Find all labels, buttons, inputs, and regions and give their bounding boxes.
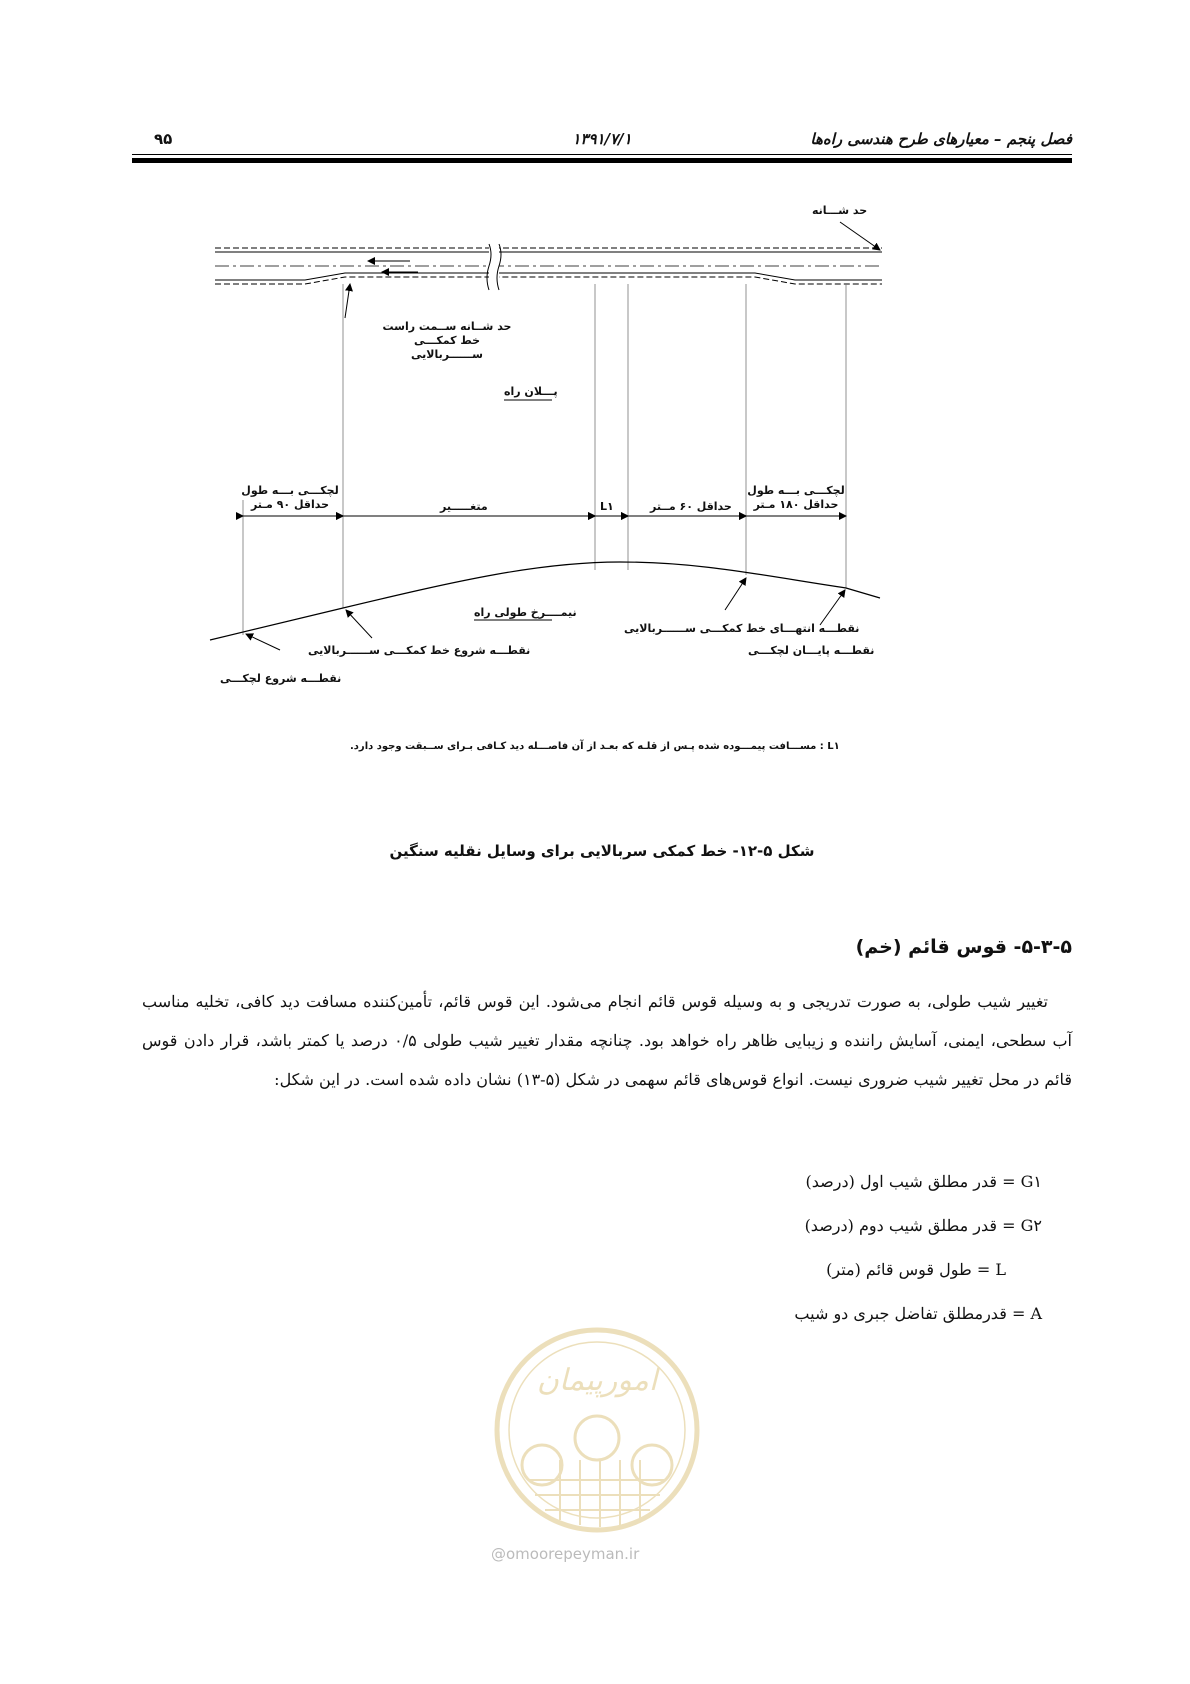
section-heading: ۵-۳-۵- قوس قائم (خم) <box>855 936 1072 958</box>
label-shoulder-edge: حد شـــانه <box>812 204 868 217</box>
definition-item: G۱ = قدر مطلق شیب اول (درصد) <box>805 1172 1042 1191</box>
label-lane-start: نقطـــه شروع خط کمکـــی ســــــربالایی <box>308 644 531 657</box>
label-plan: پـــلان راه <box>504 385 558 398</box>
extension-lines <box>243 284 846 635</box>
label-taper-start: نقطـــه شروع لچکـــی <box>220 672 342 685</box>
label-l1: L۱ <box>600 500 614 513</box>
label-variable: متغـــــیر <box>440 500 488 513</box>
road-plan-lines <box>215 244 882 290</box>
definition-item: A = قدرمطلق تفاضل جبری دو شیب <box>794 1304 1042 1323</box>
page-header <box>132 128 1072 168</box>
chapter-title: فصل پنجم – معیارهای طرح هندسی راه‌ها <box>810 130 1072 148</box>
watermark-logo-text: امورپیمان <box>536 1363 658 1398</box>
label-min-60: حداقل ۶۰ مــتر <box>650 500 732 513</box>
page-number: ۹۵ <box>154 130 173 148</box>
watermark-site: @omoorepeyman.ir <box>491 1545 640 1563</box>
body-paragraph <box>142 982 1072 1099</box>
label-taper-180: لچکـــی بـــه طول حداقل ۱۸۰ مـتر <box>747 484 845 511</box>
shoulder-pointer <box>840 222 880 250</box>
label-taper-end: نقطـــه پایـــان لچکـــی <box>748 644 875 657</box>
right-shoulder-pointer <box>345 284 350 318</box>
label-profile: نیمــــرخ طولی راه <box>474 606 577 619</box>
figure-footnote: L۱ : مســـافت پیمـــوده شده پـس از قلـه که بعـد از آن فاصـــله دید کـافی بـرای ســبقت وجود دارد. <box>350 741 840 752</box>
figure-caption: شکل ۵-۱۲- خط کمکی سربالایی برای وسایل نقلیه سنگین <box>389 842 815 860</box>
watermark-logo <box>490 1320 705 1540</box>
label-taper-90: لچکـــی بـــه طول حداقل ۹۰ مـتر <box>241 484 339 511</box>
label-right-shoulder: حد شــانه ســمت راست خط کمکـــی ســــــربالایی <box>382 320 512 361</box>
header-rule-thick <box>132 158 1072 163</box>
definition-item: L = طول قوس قائم (متر) <box>826 1260 1006 1279</box>
climbing-lane-figure <box>200 204 960 810</box>
header-rule-thin <box>132 154 1072 155</box>
label-lane-end: نقطـــه انتهـــای خط کمکـــی ســــــربالایی <box>624 622 860 635</box>
definition-item: G۲ = قدر مطلق شیب دوم (درصد) <box>804 1216 1042 1235</box>
watermark-seal-icon <box>490 1320 705 1540</box>
definition-list <box>794 1160 1042 1336</box>
header-date: ۱۳۹۱/۷/۱ <box>572 130 632 148</box>
paragraph-text: تغییر شیب طولی، به صورت تدریجی و به وسیله قوس قائم انجام می‌شود. این قوس قائم، تأمین‌کننده مسافت دید کافی، تخلیه مناسب آب سطحی، ایمنی، آسایش راننده و زیبایی ظاهر راه خواهد بود. چنانچه مقدار تغییر شیب طولی ۰/۵ درصد یا کمتر باشد، قرار دادن قوس قائم در محل تغییر شیب ضروری نیست. انواع قوس‌های قائم سهمی در شکل (۵-۱۳) نشان داده شده است. در این شکل: <box>142 992 1072 1089</box>
